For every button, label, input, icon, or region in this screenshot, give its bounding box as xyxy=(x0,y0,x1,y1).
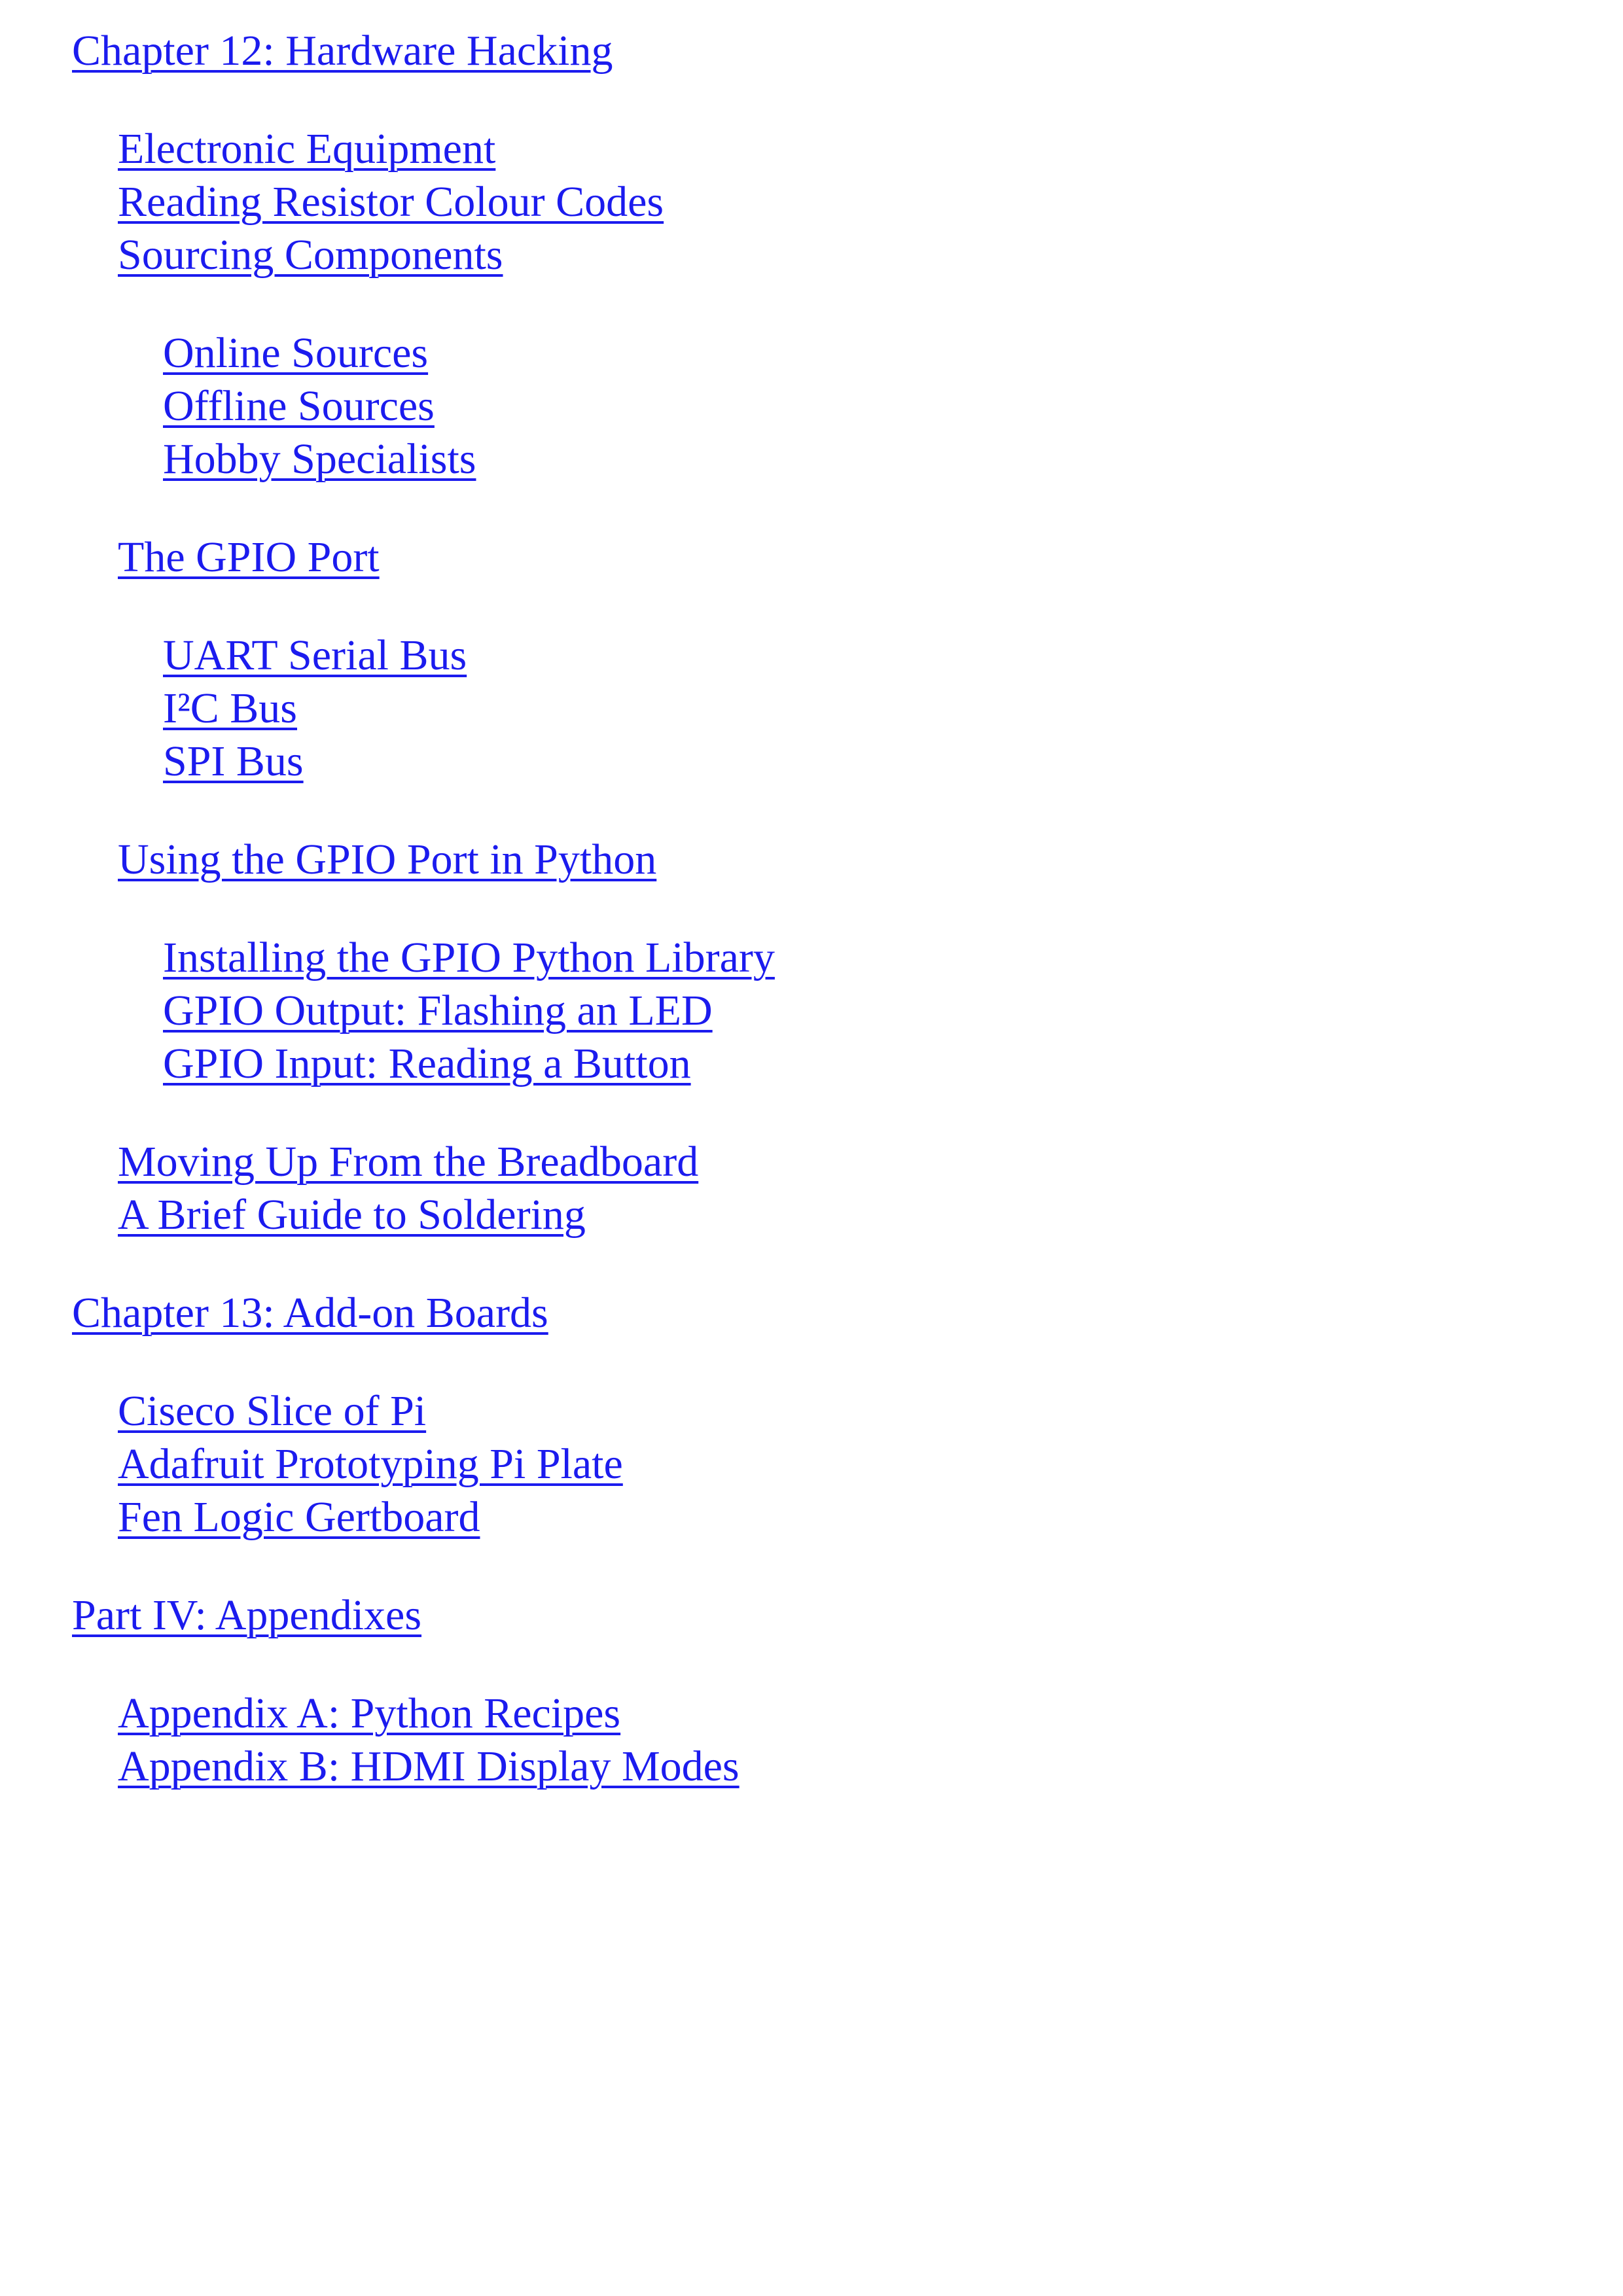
toc-hobby-specialists[interactable]: Hobby Specialists xyxy=(163,435,476,483)
toc-offline-sources[interactable]: Offline Sources xyxy=(163,382,435,430)
toc-part-iv-appendixes[interactable]: Part IV: Appendixes xyxy=(72,1591,422,1639)
toc-electronic-equipment[interactable]: Electronic Equipment xyxy=(118,125,496,173)
toc-i2c-bus[interactable]: I²C Bus xyxy=(163,684,297,732)
toc-online-sources[interactable]: Online Sources xyxy=(163,329,429,377)
toc-using-gpio-port-in-python[interactable]: Using the GPIO Port in Python xyxy=(118,836,657,883)
toc-gpio-output-flashing-led[interactable]: GPIO Output: Flashing an LED xyxy=(163,987,713,1034)
toc-moving-up-from-breadboard[interactable]: Moving Up From the Breadboard xyxy=(118,1138,699,1186)
toc-appendix-a-python-recipes[interactable]: Appendix A: Python Recipes xyxy=(118,1689,621,1737)
toc-spi-bus[interactable]: SPI Bus xyxy=(163,737,304,785)
toc-brief-guide-to-soldering[interactable]: A Brief Guide to Soldering xyxy=(118,1191,586,1239)
toc-gpio-input-reading-button[interactable]: GPIO Input: Reading a Button xyxy=(163,1040,691,1087)
toc-appendix-b-hdmi-display-modes[interactable]: Appendix B: HDMI Display Modes xyxy=(118,1742,740,1790)
toc-reading-resistor-colour-codes[interactable]: Reading Resistor Colour Codes xyxy=(118,178,664,226)
toc-the-gpio-port[interactable]: The GPIO Port xyxy=(118,533,380,581)
toc-chapter-13-add-on-boards[interactable]: Chapter 13: Add-on Boards xyxy=(72,1289,548,1337)
toc-installing-gpio-python-library[interactable]: Installing the GPIO Python Library xyxy=(163,934,775,981)
toc-uart-serial-bus[interactable]: UART Serial Bus xyxy=(163,631,467,679)
toc-ciseco-slice-of-pi[interactable]: Ciseco Slice of Pi xyxy=(118,1387,427,1435)
toc-chapter-12-hardware-hacking[interactable]: Chapter 12: Hardware Hacking xyxy=(72,27,613,75)
toc-adafruit-prototyping-pi-plate[interactable]: Adafruit Prototyping Pi Plate xyxy=(118,1440,623,1488)
toc-fen-logic-gertboard[interactable]: Fen Logic Gertboard xyxy=(118,1493,480,1541)
toc-sourcing-components[interactable]: Sourcing Components xyxy=(118,231,503,279)
